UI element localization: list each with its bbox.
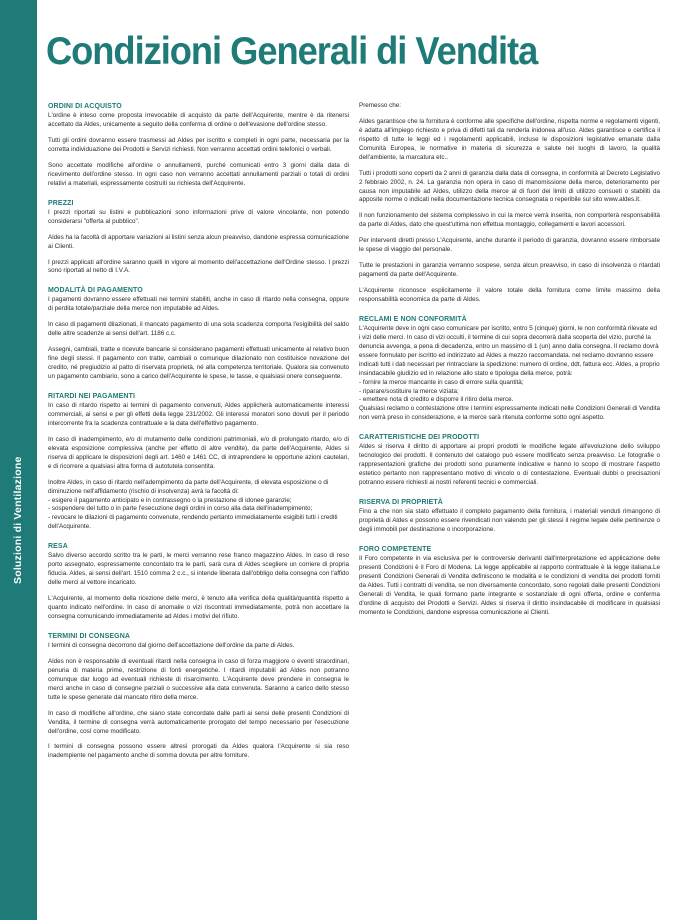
paragraph: Aldes si riserva il diritto di apportare ai propri prodotti le modifiche legate all'evoluzione dello sviluppo tecnologico dei prodotti. Il contenuto del catalogo può essere modificato senza preavviso. Le fotografie o rappresentazioni grafiche dei prodotti sono puramente indicative e hanno lo scopo di mostrare l'aspetto estetico pertanto non rappresentano motivo di vincolo o di contestazione. Eventuali dubbi o precisazioni potranno essere richiesti ai nostri referenti tecnici e commerciali.: [359, 443, 660, 487]
paragraph: L'Acquirente deve in ogni caso comunicare per iscritto, entro 5 (cinque) giorni, le non conformità rilevate ed i vizi delle merci. In caso di vizi occulti, il termine di cui sopra decorrerà dalla scoperta del vizio, purché la denuncia avvenga, a pena di decadenza, entro un massimo di 1 (un) anno dalla consegna. Il reclamo dovrà essere formulato per iscritto ed indirizzato ad Aldes a mezzo raccomandata. nel reclamo dovranno essere indicati tutti i dati necessari per rintracciare la spedizione: numero di ordine, ddt, fattura ecc. Aldes, a proprio insindacabile giudizio ed in relazione allo stato e tipologia della merce, potrà:: [359, 324, 660, 377]
paragraph: Tutti gli ordini dovranno essere trasmessi ad Aldes per iscritto e completi in ogni parte, necessaria per la corretta individuazione dei Prodotti e Servizi richiesti. Non verranno accettati ordini telefonici o verbali.: [48, 136, 349, 153]
section-resa: [48, 542, 349, 622]
paragraph: Assegni, cambiali, tratte e ricevute bancarie si considerano pagamenti effettuati unicamente al relativo buon fine degli stessi. Il pagamento con tratte, cambiali o comunque dilazionato non costituisce novazione del credito, né pregiudizio al patto di riservata proprietà, né alla competenza territoriale. Qualora sia convenuto un pagamento cambiario, sono a carico dell'Acquirente le spese, le tasse, e qualsiasi onere conseguente.: [48, 346, 349, 381]
paragraph: I pagamenti dovranno essere effettuati nei termini stabiliti, anche in caso di ritardo nella consegna, oppure di perdita totale/parziale della merce non imputabile ad Aldes.: [48, 296, 349, 313]
section-heading: MODALITÀ DI PAGAMENTO: [48, 287, 143, 295]
section-heading: RITARDI NEI PAGAMENTI: [48, 392, 136, 400]
paragraph: Qualsiasi reclamo o contestazione oltre i termini espressamente indicati nelle Condizioni Generali di Vendita non verrà preso in considerazione, e la merce sarà ritenuta conforme sotto ogni aspetto.: [359, 405, 661, 422]
section-intro: [359, 102, 660, 305]
right-column: [359, 102, 660, 771]
section-foro-competente: [359, 545, 660, 618]
paragraph: Salvo diverso accordo scritto tra le parti, le merci verranno rese franco magazzino Aldes. In caso di reso porto assegnato, espressamente concordato tra le parti, sarà cura di Aldes scegliere un corriere di propria fiducia. Aldes, ai sensi dell'art. 1510 comma 2 c.c., si intende liberata dall'obbligo della consegna con l'affido delle merci al vettore incaricato.: [48, 552, 349, 587]
section-prezzi: [48, 199, 349, 277]
list-item: - riparare/sostituire la merce viziata;: [359, 387, 459, 395]
section-heading: CARATTERISTICHE DEI PRODOTTI: [359, 434, 480, 442]
section-termini-di-consegna: [48, 632, 349, 761]
paragraph: Per interventi diretti presso L'Acquirente, anche durante il periodo di garanzia, dovranno essere rimborsate le spese di viaggio del personale.: [359, 237, 660, 254]
section-heading: RESA: [48, 543, 68, 551]
paragraph: I termini di consegna decorrono dal giorno dell'accettazione dell'ordine da parte di Aldes.: [48, 642, 295, 649]
paragraph: In caso di pagamenti dilazionati, il mancato pagamento di una sola scadenza comporta l'esigibilità del saldo delle altre scadenze ai sensi dell'art. 1186 c.c.: [48, 321, 349, 338]
list-item: - revocare le dilazioni di pagamento convenute, rendendo pertanto immediatamente esigibili tutti i crediti dell'Acquirente.: [48, 514, 338, 531]
list-item: - sospendere del tutto o in parte l'esecuzione degli ordini in corso alla data dell'inadempimento;: [48, 505, 313, 513]
section-ordini-di-acquisto: [48, 102, 349, 189]
paragraph: L'Acquirente, al momento della ricezione delle merci, è tenuto alla verifica della qualità/quantità rispetto a quanto indicato nell'ordine. In caso di anomalie o vizi riscontrati immediatamente, potrà non accettare la consegna comunicando immediatamente ad Aldes i motivi del rifiuto.: [48, 595, 349, 620]
paragraph: Premesso che:: [359, 102, 401, 109]
paragraph: Il non funzionamento del sistema complessivo in cui la merce verrà inserita, non comporterà responsabilità da parte di Aldes, dato che quest'ultima non effettua montaggio, collegamenti e lavori accessori.: [359, 212, 660, 229]
paragraph: Inoltre Aldes, in caso di ritardo nell'adempimento da parte dell'Acquirente, di elevata esposizione o di diminuzione nell'affidamento (rischio di insolvenza) avrà la facoltà di:: [48, 478, 329, 495]
paragraph: In caso di inadempimento, e/o di mutamento delle condizioni patrimoniali, e/o di prolungato ritardo, e/o di elevata esposizione complessiva (anche per effetto di altre vendite), da parte dell'Acquirente, Aldes si riserva di applicare le disposizioni degli art. 1460 e 1461 CC, di intraprendere le opportune azioni cautelari, e di ricorrere a qualsiasi altra forma di autotutela consentita.: [48, 435, 349, 470]
left-column: [48, 102, 349, 771]
paragraph: L'Acquirente riconosce esplicitamente il valore totale della fornitura come limite massimo della responsabilità economica da parte di Aldes.: [359, 287, 660, 303]
section-heading: RECLAMI E NON CONFORMITÀ: [359, 315, 467, 323]
bullet-list: [48, 497, 349, 533]
paragraph: Tutte le prestazioni in garanzia verranno sospese, senza alcun preavviso, in caso di insolvenza o ritardati pagamenti da parte dell'Acquirente.: [359, 262, 660, 279]
section-heading: PREZZI: [48, 199, 74, 207]
content-columns: [48, 102, 660, 771]
section-modalita-di-pagamento: [48, 286, 349, 382]
section-heading: TERMINI DI CONSEGNA: [48, 632, 131, 640]
section-riserva-di-proprieta: [359, 498, 660, 535]
paragraph: In caso di ritardo rispetto ai termini di pagamento convenuti, Aldes applicherà automaticamente interessi commerciali, ai sensi e per gli effetti della legge 231/2002. Gli interessi moratori sono dovuti per il periodo intercorrente fra la scadenza contrattuale e la data dell'effettivo pagamento.: [48, 402, 349, 427]
section-ritardi-nei-pagamenti: [48, 392, 349, 532]
page-title: Condizioni Generali di Vendita: [46, 30, 538, 73]
paragraph: Sono accettate modifiche all'ordine o annullamenti, purché comunicati entro 3 giorni dalla data di ricevimento dell'ordine stesso. In ogni caso non verranno accettati annullamenti parziali o totali di ordini relativi a materiali, espressamente costruiti su richiesta dell'Acquirente.: [48, 161, 349, 187]
sidebar: Soluzioni di Ventilazione: [0, 0, 37, 920]
paragraph: L'ordine è inteso come proposta irrevocabile di acquisto da parte dell'Acquirente, mentre è da ritenersi accettato da Aldes, unicamente a seguito della conferma di ordine o dell'evasione dell'ordine stesso.: [48, 112, 349, 129]
paragraph: I prezzi applicati all'ordine saranno quelli in vigore al momento dell'accettazione dell'Ordine stesso. I prezzi sono riportati al netto di I.V.A.: [48, 258, 349, 275]
paragraph: Fino a che non sia stato effettuato il completo pagamento della fornitura, i materiali venduti rimangono di proprietà di Aldes e possono essere rivendicati non valendo per gli stessi il regime legale delle pertinenze o degli immobili per destinazione o incorporazione.: [359, 508, 660, 534]
paragraph: Tutti i prodotti sono coperti da 2 anni di garanzia dalla data di consegna, in conformità al Decreto Legislativo 2 febbraio 2002, n. 24. La garanzia non opera in caso di manomissione della merce, deterioramento per causa non imputabile ad Aldes, utilizzo della merce al di fuori dei limiti di utilizzo consueti o stabiliti da apposite norme o indicati nella documentazione tecnica consegnata o reperibile sul sito www.aldes.it.: [359, 169, 660, 204]
list-item: - fornire la merce mancante in caso di errore sulla quantità;: [359, 378, 524, 386]
section-heading: RISERVA DI PROPRIETÀ: [359, 499, 443, 507]
section-caratteristiche-dei-prodotti: [359, 433, 660, 488]
list-item: - esigere il pagamento anticipato e in contrassegno o la prestazione di idonee garanzie;: [48, 496, 292, 504]
list-item: - emettere nota di credito e disporre il ritiro della merce.: [359, 396, 514, 404]
bullet-list: [359, 379, 660, 406]
paragraph: In caso di modifiche all'ordine, che siano state concordate dalle parti ai sensi delle presenti Condizioni di Vendita, il termine di consegna verrà automaticamente prorogato del tempo necessario per l'esecuzione dell'ordine, così come modificato.: [48, 709, 349, 735]
paragraph: I termini di consegna possono essere altresì prorogati da Aldes qualora l'Acquirente si sia reso inadempiente nel pagamento anche di somma dovuta per altre forniture.: [48, 743, 349, 760]
paragraph: I prezzi riportati su listini e pubblicazioni sono informazioni prive di valore vincolante, non potendo considerarsi "offerta al pubblico".: [48, 208, 349, 225]
section-heading: FORO COMPETENTE: [359, 545, 432, 553]
paragraph: Aldes non è responsabile di eventuali ritardi nella consegna in caso di forza maggiore o eventi straordinari, penuria di materia prime, restrizione di fonti energetiche. I ritardi imputabili ad Aldes non potranno comunque dar luogo ad eventuali richieste di risarcimento. L'Acquirente deve prendere in consegna le merci anche in caso di consegne parziali o successive alla data convenuta. Saranno a carico dello stesso tutte le spese generate dal mancato ritiro della merce.: [48, 657, 349, 701]
paragraph: Aldes ha la facoltà di apportare variazioni ai listini senza alcun preavviso, dandone espressa comunicazione ai Clienti.: [48, 233, 349, 250]
paragraph: Aldes garantisce che la fornitura è conforme alle specifiche dell'ordine, rispetta norme e regolamenti vigenti, è adatta all'impiego richiesto e priva di difetti tali da renderla inidonea all'uso. Aldes garantisce e certifica il rispetto di tutte le leggi ed i regolamenti applicabili, incluse le disposizioni legislative emanate dalla Comunità Europea, le normative in materia di sicurezza e salute nei luoghi di lavoro, la qualità dell'ambiente, la marcatura etc..: [359, 117, 660, 161]
paragraph: Il Foro competente in via esclusiva per le controversie derivanti dall'interpretazione ed applicazione delle presenti Condizioni è il Foro di Modena. La legge applicabile al rapporto contrattuale è la legge italiana.Le presenti Condizioni Generali di Vendita definiscono le modalità e le condizioni di vendita dei prodotti forniti da Aldes. Tutti i contratti di vendita, se non diversamente concordato, sono regolati dalle presenti Condizioni Generali di Vendita, le quali formano parte integrante e sostanziale di ogni offerta, ordine e conferma d'ordine di acquisto dei Prodotti e Servizi. Aldes si riserva il diritto insindacabile di modificare in qualsiasi momento le Condizioni, dandone espressa comunicazione ai Clienti.: [359, 555, 660, 616]
section-heading: ORDINI DI ACQUISTO: [48, 103, 122, 110]
section-reclami-e-non-conformita: [359, 315, 660, 423]
